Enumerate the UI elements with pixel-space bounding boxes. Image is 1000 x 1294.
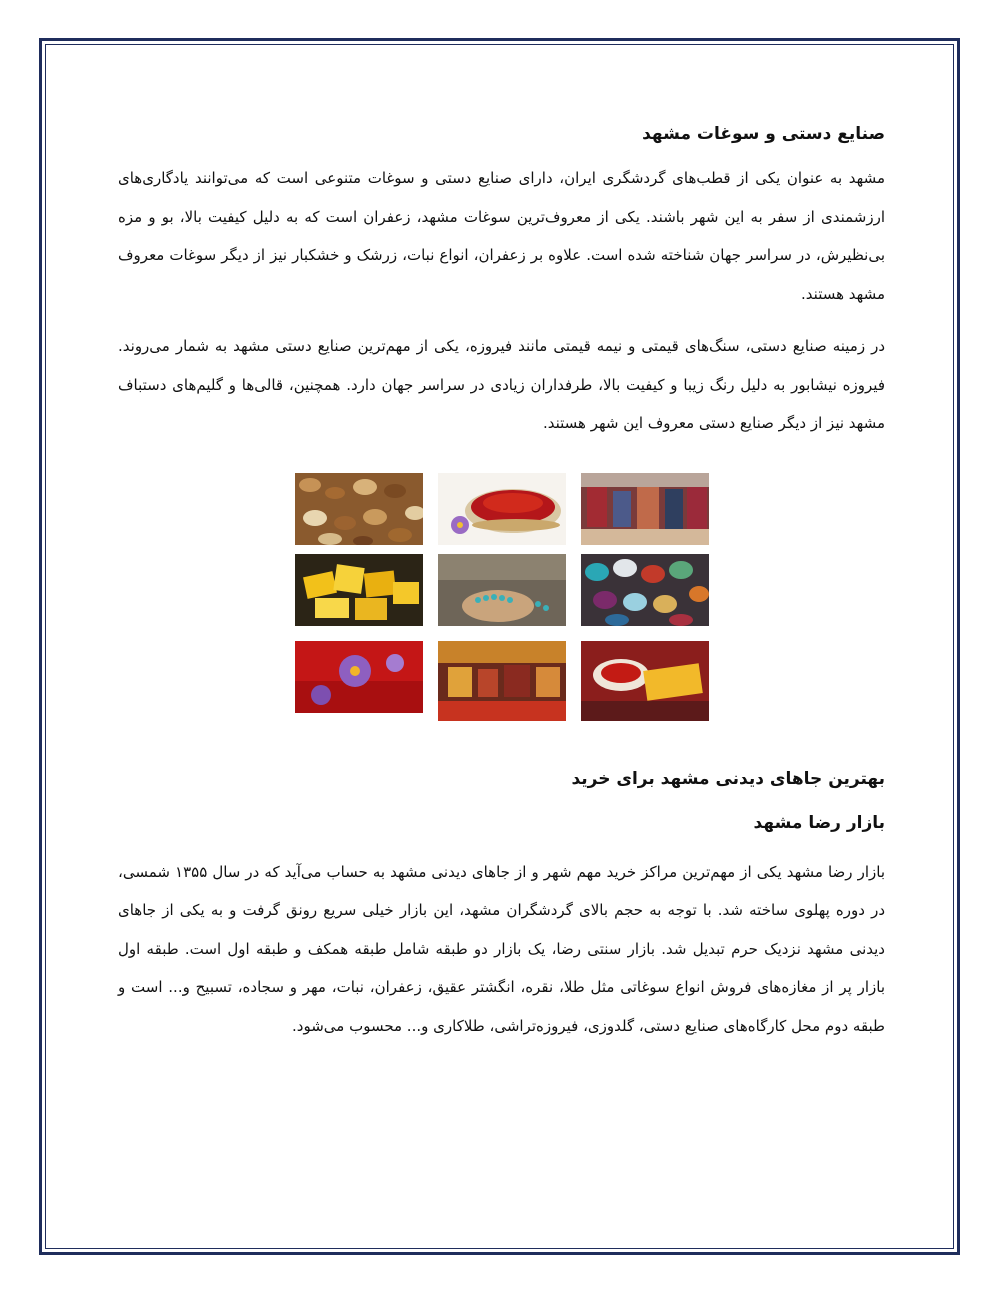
handicrafts-paragraph-2: در زمینه صنایع دستی، سنگ‌های قیمتی و نیمه قیمتی مانند فیروزه، یکی از مهم‌ترین صنایع دستی مشهد به شمار می‌روند. فیروزه نیشابور به دلیل رنگ زیبا و کیفیت بالا، طرفداران زیادی در سراسر جهان دارد. همچنین، قالی‌ها و گلیم‌های دستباف مشهد نیز از دیگر صنایع دستی معروف این شهر هستند. [118,337,885,432]
shopping-places-heading: بهترین جاهای دیدنی مشهد برای خرید [571,768,885,789]
document-body [118,118,885,1045]
mixed-nuts-photo [295,473,423,545]
saffron-flowers-photo [295,641,423,713]
rock-candy-photo [295,554,423,626]
souvenir-photo-grid [295,473,709,721]
handicrafts-paragraph-1: مشهد به عنوان یکی از قطب‌های گردشگری ایران، دارای صنایع دستی و سوغات متنوعی است که می‌توانند یادگاری‌های ارزشمندی از سفر به این شهر باشند. یکی از معروف‌ترین سوغات مشهد، زعفران است که به دلیل کیفیت بالا، بو و مزه بی‌نظیرش، در سراسر جهان شناخته شده است. علاوه بر زعفران، انواع نبات، زرشک و خشکبار نیز از دیگر سوغات معروف مشهد هستند. [118,169,885,303]
handicrafts-heading: صنایع دستی و سوغات مشهد [642,124,885,144]
turquoise-beads-photo [438,554,566,626]
reza-bazaar-heading: بازار رضا مشهد [753,812,885,833]
saffron-bowl-photo [438,473,566,545]
handicraft-shop-photo [581,473,709,545]
bazaar-interior-photo [438,641,566,721]
saffron-rock-candy-photo [581,641,709,721]
gemstones-photo [581,554,709,626]
reza-bazaar-paragraph: بازار رضا مشهد یکی از مهم‌ترین مراکز خرید مهم شهر و از جاهای دیدنی مشهد به حساب می‌آید که در سال ۱۳۵۵ شمسی، در دوره پهلوی ساخته شد. با توجه به حجم بالای گردشگران مشهد، این بازار خیلی سریع رونق گرفت و به یکی از جاهای دیدنی مشهد نزدیک حرم تبدیل شد. بازار سنتی رضا، یک بازار دو طبقه شامل طبقه همکف و طبقه اول است. طبقه اول بازار پر از مغازه‌های فروش انواع سوغاتی مثل طلا، نقره، انگشتر عقیق، زعفران، نبات، مهر و سجاده، تسبیح و... است و طبقه دوم محل کارگاه‌های صنایع دستی، گلدوزی، فیروزه‌تراشی، طلاکاری و... محسوب می‌شود. [118,862,885,1035]
